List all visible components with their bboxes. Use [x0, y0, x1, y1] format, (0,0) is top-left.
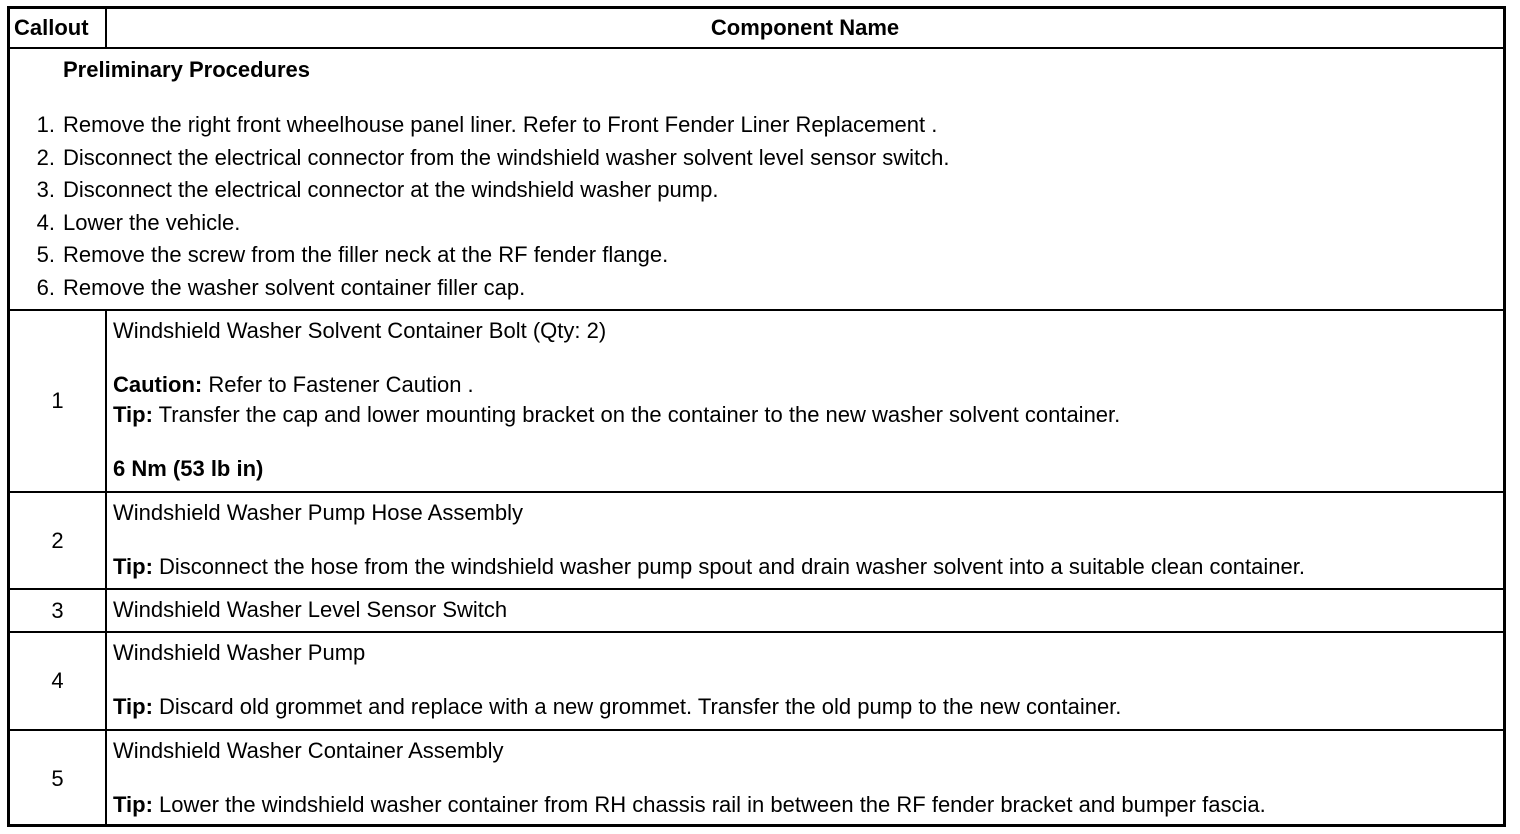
component-name: Windshield Washer Level Sensor Switch — [113, 597, 508, 622]
tip-text: Lower the windshield washer container from RH chassis rail in between the RF fender bracket and bumper fascia. — [152, 792, 1266, 817]
table-row — [10, 492, 1503, 589]
preliminary-steps-list — [10, 109, 1503, 305]
preliminary-procedures-cell — [10, 48, 1503, 310]
component-name: Windshield Washer Container Assembly — [113, 738, 504, 763]
component-table — [10, 9, 1503, 826]
callout-number: 2 — [10, 492, 106, 589]
component-description — [106, 632, 1503, 730]
caution-label: Caution: — [113, 372, 203, 397]
step-number: 6. — [36, 274, 55, 300]
component-table-frame — [7, 6, 1506, 827]
step-number: 5. — [36, 242, 55, 268]
step-text: Disconnect the electrical connector at the windshield washer pump. — [63, 177, 719, 203]
step-number: 3. — [36, 177, 55, 203]
step-text: Disconnect the electrical connector from the windshield washer solvent level sensor switch. — [63, 144, 950, 170]
step-text: Remove the screw from the filler neck at the RF fender flange. — [63, 242, 669, 268]
step-text: Lower the vehicle. — [63, 209, 241, 235]
callout-number: 5 — [10, 730, 106, 826]
tip-line — [113, 552, 1503, 582]
tip-line — [113, 692, 1503, 722]
tip-label: Tip: — [113, 792, 153, 817]
table-row — [10, 730, 1503, 826]
tip-label: Tip: — [113, 554, 153, 579]
preliminary-procedures-title: Preliminary Procedures — [63, 57, 311, 82]
torque-spec: 6 Nm (53 lb in) — [113, 456, 264, 481]
tip-label: Tip: — [113, 402, 153, 427]
step-text: Remove the washer solvent container filler cap. — [63, 274, 526, 300]
header-row — [10, 9, 1503, 48]
list-item — [10, 239, 1503, 272]
list-item — [10, 272, 1503, 305]
callout-number: 4 — [10, 632, 106, 730]
step-number: 2. — [36, 144, 55, 170]
tip-line — [113, 790, 1503, 820]
component-name: Windshield Washer Solvent Container Bolt (Qty: 2) — [113, 318, 607, 343]
component-name-column-header: Component Name — [106, 9, 1503, 48]
tip-line — [113, 400, 1503, 430]
list-item — [10, 142, 1503, 175]
list-item — [10, 109, 1503, 142]
component-description — [106, 492, 1503, 589]
list-item — [10, 174, 1503, 207]
tip-label: Tip: — [113, 694, 153, 719]
preliminary-procedures-row — [10, 48, 1503, 310]
component-description — [106, 730, 1503, 826]
callout-number: 1 — [10, 310, 106, 492]
step-text: Remove the right front wheelhouse panel liner. Refer to Front Fender Liner Replacement . — [63, 112, 938, 137]
caution-text: Refer to Fastener Caution . — [202, 372, 474, 397]
tip-text: Transfer the cap and lower mounting bracket on the container to the new washer solvent container. — [152, 402, 1121, 427]
tip-text: Discard old grommet and replace with a new grommet. Transfer the old pump to the new container. — [152, 694, 1122, 719]
tip-text: Disconnect the hose from the windshield washer pump spout and drain washer solvent into a suitable clean container. — [152, 554, 1305, 579]
table-row — [10, 310, 1503, 492]
component-description — [106, 589, 1503, 632]
step-number: 1. — [36, 112, 55, 137]
component-name: Windshield Washer Pump Hose Assembly — [113, 500, 524, 525]
component-name: Windshield Washer Pump — [113, 640, 366, 665]
component-description — [106, 310, 1503, 492]
step-number: 4. — [36, 209, 55, 235]
list-item — [10, 207, 1503, 240]
caution-line — [113, 370, 1503, 400]
callout-number: 3 — [10, 589, 106, 632]
table-row — [10, 589, 1503, 632]
table-row — [10, 632, 1503, 730]
callout-column-header: Callout — [10, 9, 106, 48]
